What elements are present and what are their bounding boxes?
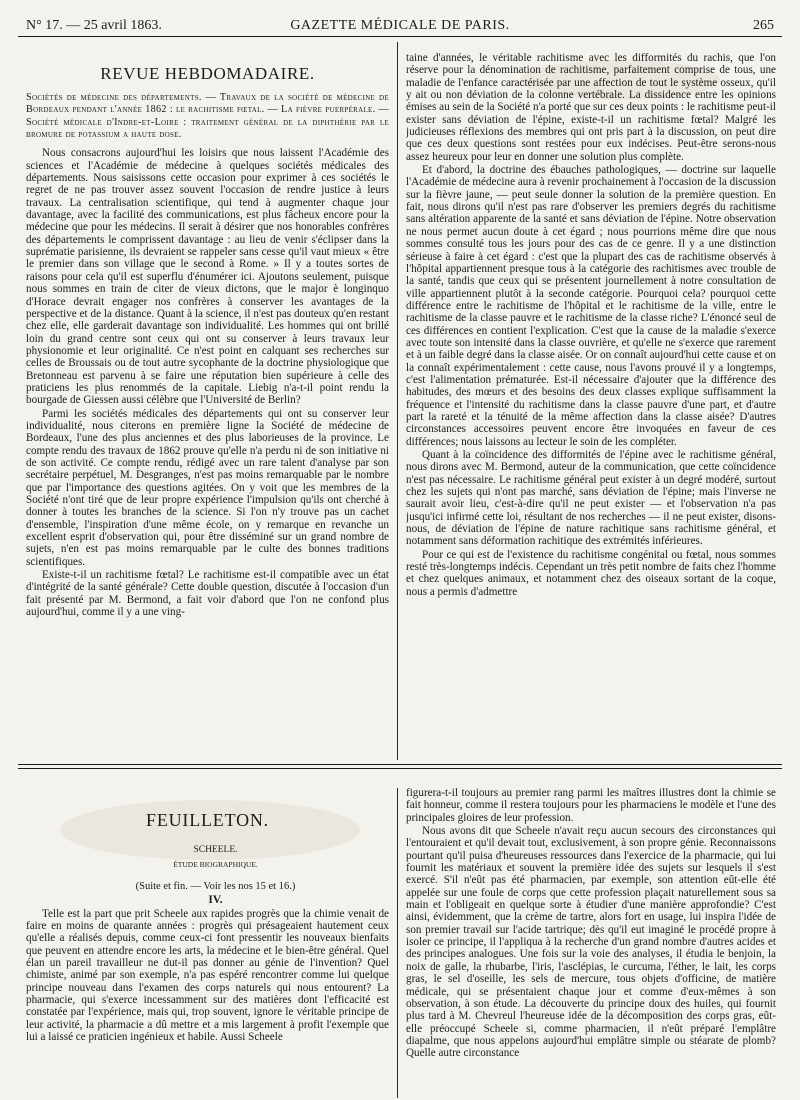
feuilleton-section: IV. xyxy=(208,894,223,907)
page-number: 265 xyxy=(753,18,774,33)
paragraph: Et d'abord, la doctrine des ébauches pathologiques, — doctrine sur laquelle l'Académie de médecine aura à revenir prochainement à l'occasion de la discussion sur la fièvre jaune, — peut seule donner la solution de la première question. En fait, nous dirons qu'il n'est pas rare d'observer les premiers degrés du rachitisme sans altération apparente de la santé et sans déviation de l'épine. Notre observation ne nous permet aucun doute à cet égard ; nous pourrions même dire que nous sommes consulté tous les jours pour des cas de ce genre. Il y a une distinction sérieuse à faire à cet égard : c'est que la plupart des cas de rachitisme observés à l'hôpital appartiennent presque tous à la catégorie des rachitismes avec trouble de la santé, tandis que ceux qui se présentent journellement à notre consultation de ville appartiennent plutôt à la seconde catégorie. Pourquoi cela? pourquoi cette différence entre le rachitisme de l'hôpital et le rachitisme de la ville, entre le rachitisme de la classe pauvre et le rachitisme de la classe riche? L'énoncé seul de ces différences en contient l'explication. C'est que la cause de la maladie s'exerce avec toute son intensité dans la classe ouvrière, et qu'elle ne s'exerce que rarement et à un faible degré dans la classe aisée. Or on connaît aujourd'hui cette cause et on la connaît expérimentalement : cette cause, nous l'avons prouvé il y a longtemps, c'est l'alimentation prématurée. Est-il nécessaire d'ajouter que la différence des habitudes, des mœurs et des besoins des deux classes explique suffisamment la fréquence et l'intensité du rachitisme dans la classe pauvre d'une part, et d'autre part la rareté et la ténuité de la même affection dans la classe aisée? D'autres circonstances accessoires peuvent encore être invoquées en faveur de ces différences; nous laissons au lecteur le soin de les compléter. xyxy=(406,164,776,448)
feuilleton-subject: SCHEELE. xyxy=(193,845,238,855)
feuilleton-suite: (Suite et fin. — Voir les nos 15 et 16.) xyxy=(135,881,296,892)
paragraph: Existe-t-il un rachitisme fœtal? Le rachitisme est-il compatible avec un état d'intégrité de la santé générale? Cette double question, discutée à l'occasion d'un fait présenté par M. Bermond, a fait voir d'abord que l'on ne confond plus aujourd'hui, comme il y a une ving- xyxy=(26,569,389,619)
column-divider xyxy=(397,42,398,760)
feuilleton-left-body xyxy=(26,908,389,1044)
feuilleton-right-body xyxy=(406,787,776,1060)
paragraph: Nous consacrons aujourd'hui les loisirs que nous laissent l'Académie des sciences et l'Académie de médecine à quelques sociétés médicales des départements. Nous saisissons cette occasion pour exprimer à ces sociétés le regret de ne pas trouver assez souvent l'occasion de rendre justice à leurs travaux. La centralisation scientifique, qui tend à augmenter chaque jour davantage, avec la facilité des communications, est plus fâcheux encore pour la médecine que pour les médecins. Il serait à désirer que nos honorables confrères des départements le comprissent davantage : au lieu de venir s'éclipser dans la suprématie parisienne, ils devraient se rappeler sans cesse qu'il vaut mieux « être le premier dans son village que le second à Rome. » Il y a toutes sortes de raisons pour cela qu'il est superflu d'énumérer ici. Ajoutons seulement, puisque nous sommes en train de citer de vieux dictons, que le major è longinquo d'Horace devrait engager nos confrères à conserver les avantages de la perspective et de la distance. Quant à la science, il n'est pas douteux qu'en restant chez elle, elle garderait davantage son individualité. Les hommes qui ont brillé loin du grand centre sont ceux qui ont su conserver à leurs travaux leur physionomie et leur originalité. Ce n'est point en calquant ses recherches sur celles de Broussais ou de tout autre sycophante de la doctrine physiologique que Bretonneau est parvenu à se faire une réputation bien supérieure à celle des praticiens les plus renommés de la capitale. Liebig n'a-t-il point rendu la bourgade de Giessen aussi célèbre que l'Université de Berlin? xyxy=(26,147,389,407)
feuilleton-genre: ÉTUDE BIOGRAPHIQUE. xyxy=(173,860,258,869)
paragraph: Quant à la coïncidence des difformités de l'épine avec le rachitisme général, nous dirons avec M. Bermond, auteur de la communication, que cette coïncidence n'est pas nécessaire. Le rachitisme général peut exister à un degré modéré, surtout chez les sujets qui n'ont pas marché, sans déviation de l'épine; mais l'inverse ne saurait avoir lieu, c'est-à-dire qu'il ne peut exister — et l'observation n'a pas jusqu'ici infirmé cette loi, résultant de nos recherches — il ne peut exister, disons-nous, de déviation de l'épine de nature rachitique sans rachitisme général, et notamment sans déformation rachitique des extrémités inférieures. xyxy=(406,449,776,548)
paragraph: Parmi les sociétés médicales des départements qui ont su conserver leur individualité, nous citerons en première ligne la Société de médecine de Bordeaux, l'une des plus anciennes et des plus laborieuses de la province. Le compte rendu des travaux de 1862 prouve qu'elle n'a perdu ni de son initiative ni de son activité. Ce compte rendu, rédigé avec un rare talent d'analyse par son secrétaire perpétuel, M. Desgranges, n'est pas moins remarquable par le nombre que par l'importance des questions agitées. On y voit que les membres de la Société n'ont tiré que de leur propre expérience l'impulsion qu'ils ont cherché à donner à toutes les branches de la science. Si l'on n'y trouve pas un cachet d'ensemble, l'inspiration d'une même école, on y remarque en revanche un excellent esprit d'observation qui, pour être disséminé sur un grand nombre de sujets, n'en est pas moins remarquable par le culte des bonnes traditions scientifiques. xyxy=(26,407,389,568)
feuilleton-title: FEUILLETON. xyxy=(146,810,269,830)
paragraph: Pour ce qui est de l'existence du rachitisme congénital ou fœtal, nous sommes resté très-longtemps indécis. Cependant un très petit nombre de faits chez l'homme et chez quelques animaux, et notamment chez des oiseaux sortant de la coque, nous a permis d'admettre xyxy=(406,548,776,598)
revue-left-body xyxy=(26,147,389,618)
paragraph: Nous avons dit que Scheele n'avait reçu aucun secours des circonstances qui l'entouraient et qu'il devait tout, exclusivement, à son propre génie. Reconnaissons pourtant qu'il puisa d'heureuses ressources dans l'exercice de la pharmacie, qui lui fournit les matériaux et souvent la première idée des sujets sur lesquels il s'est exercé. S'il n'eût pas été pharmacien, par exemple, son attention eût-elle été appelée sur une foule de corps que cette profession plaçait naturellement sous sa main et l'obligeait en quelque sorte à étudier d'une manière approfondie? C'est ainsi, évidemment, que la crème de tartre, alors fort en usage, lui inspira l'idée de son premier travail sur l'acide tartrique; dès qu'il eut imaginé le procédé propre à isoler ce principe, il l'appliqua à la recherche d'un grand nombre d'autres acides et des principes analogues. Une fois sur la voie des analyses, il étudia le benjoin, la noix de galle, la rhubarbe, l'iris, l'asclépias, le curcuma, l'éther, le lait, les corps gras, le sel d'oseille, les sels de mercure, tous objets d'officine, de matière médicale, qui se présentaient chaque jour et comme d'eux-mêmes à son observation, à son étude. La découverte du principe doux des huiles, qui fournit plus tard à M. Chevreul l'heureuse idée de la décomposition des corps gras, eût-elle préoccupé Scheele si, comme pharmacien, il n'eût préparé l'emplâtre diapalme, que nous appelons aujourd'hui emplâtre simple ou stéarate de plomb? Quelle autre circonstance xyxy=(406,825,776,1060)
revue-left-column xyxy=(26,64,389,764)
paragraph: taine d'années, le véritable rachitisme avec les difformités du rachis, que l'on réserve pour la dénomination de rachitisme, parfaitement comprise de tous, une maladie de l'enfance caractérisée par une affection de tout le système osseux, qu'il y ait ou non déviation de la colonne vertébrale. La dissidence entre les opinions émises au sein de la Société n'a porté que sur ces deux points : le rachitisme peut-il exister sans déviation de l'épine, existe-t-il un rachitisme fœtal? Malgré les judicieuses réflexions des membres qui ont pris part à la discussion, on peut dire que ces deux questions sont restées pour eux indécises. Peut-être serons-nous assez heureux pour leur en donner une solution plus complète. xyxy=(406,52,776,163)
paragraph: Telle est la part que prit Scheele aux rapides progrès que la chimie venait de faire en moins de quarante années : progrès qui présageaient hautement ceux qu'elle a réalisés depuis, comme ceux-ci font pressentir les nouveaux bienfaits que peuvent en attendre encore les arts, la médecine et le bien-être général. Quel élan un pareil travailleur ne dut-il pas donner au génie de l'invention? Quel chimiste, animé par son exemple, n'a pas espéré rencontrer comme lui quelque principe nouveau dans l'examen des corps naturels qui nous entourent? La pharmacie, qui s'exerce incessamment sur des matières dont l'efficacité est constatée par l'expérience, mais qui, trop souvent, ignore le véritable principe de leur activité, la pharmacie a dû mettre et a mis largement à profit l'exemple que lui a laissé ce praticien ingénieux et habile. Aussi Scheele xyxy=(26,907,389,1044)
journal-title: GAZETTE MÉDICALE DE PARIS. xyxy=(290,18,510,33)
running-head xyxy=(18,16,782,37)
paragraph: figurera-t-il toujours au premier rang parmi les maîtres illustres dont la chimie se fait honneur, comme il restera toujours pour les pharmaciens le modèle et l'une des principales gloires de leur profession. xyxy=(406,787,776,824)
issue-number: N° 17. — 25 avril 1863. xyxy=(26,18,162,33)
feuilleton-left-column xyxy=(26,790,389,1100)
column-divider xyxy=(397,788,398,1098)
revue-summary: Sociétés de médecine des départements. — Travaux de la société de médecine de Bordeaux pendant l'année 1862 : le rachitisme fœtal. — La fièvre puerpérale. — Société médicale d'Indre-et-Loire : traitement général de la diphthérie par le bromure de potassium a haute dose. xyxy=(26,92,389,141)
revue-right-column xyxy=(406,52,776,762)
feuilleton-right-column xyxy=(406,787,776,1097)
revue-right-body xyxy=(406,52,776,598)
feuilleton-separator xyxy=(18,764,782,769)
revue-title: REVUE HEBDOMADAIRE. xyxy=(100,64,315,83)
